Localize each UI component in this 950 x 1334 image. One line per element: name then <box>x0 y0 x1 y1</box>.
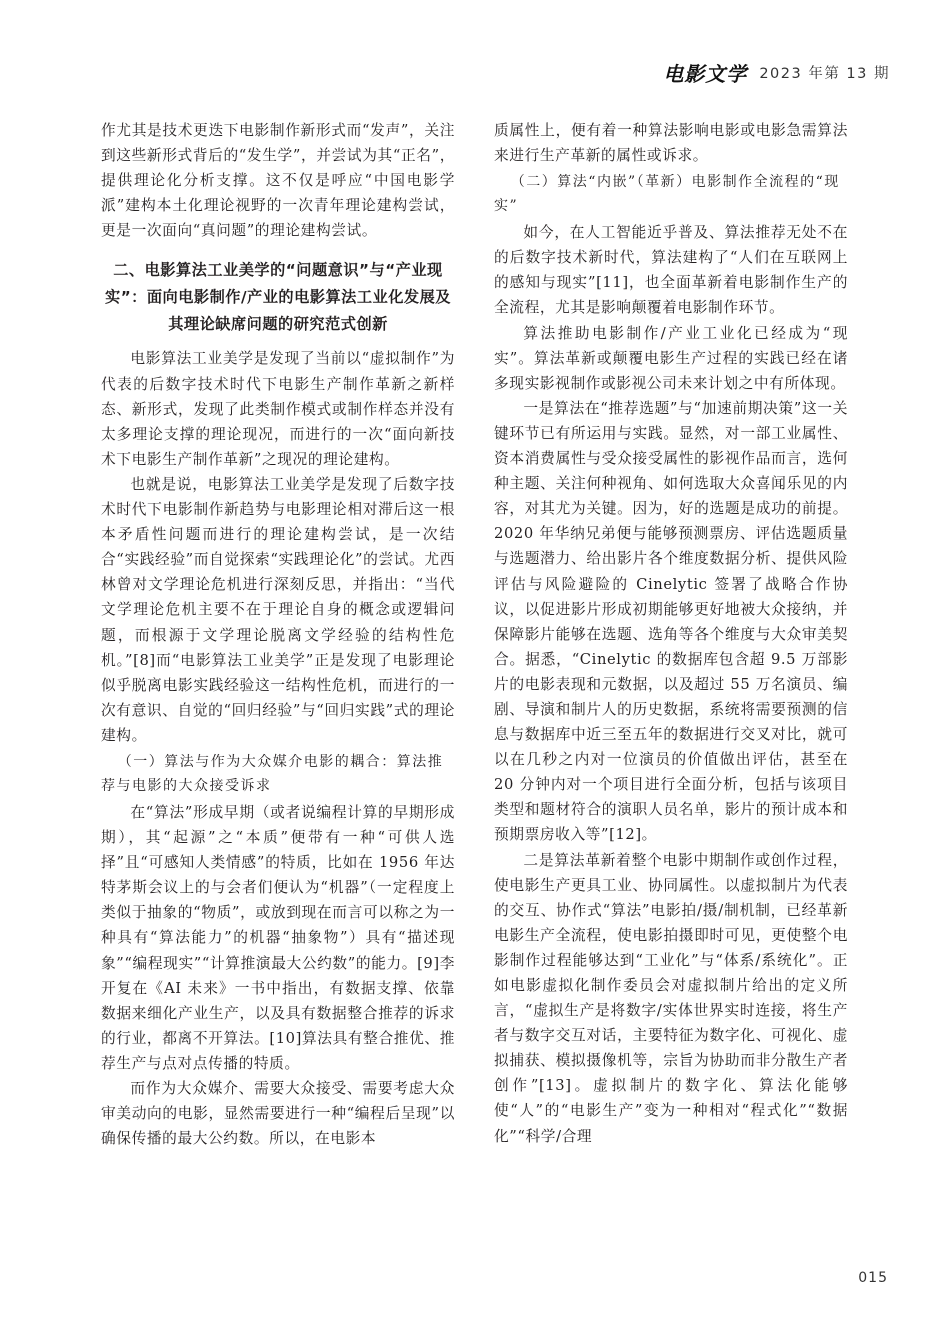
issue-label: 2023 年第 13 期 <box>759 65 890 82</box>
paragraph: 电影算法工业美学是发现了当前以“虚拟制作”为代表的后数字技术时代下电影生产制作革新之新样态、新形式，发现了此类制作模式或制作样态并没有太多理论支撑的理论现况，而进行的一次“面向新技术下电影生产制作革新”之现况的理论建构。 <box>101 350 455 468</box>
paragraph: 也就是说，电影算法工业美学是发现了后数字技术时代下电影制作新趋势与电影理论相对滞后这一根本矛盾性问题而进行的理论建构尝试，是一次结合“实践经验”而自觉探索“实践理论化”的尝试。尤西林曾对文学理论危机进行深刻反思，并指出：“当代文学理论危机主要不在于理论自身的概念或逻辑问题，而根源于文学理论脱离文学经验的结构性危机。”[8]而“电影算法工业美学”正是发现了电影理论似乎脱离电影实践经验这一结构性危机，而进行的一次有意识、自觉的“回归经验”与“回归实践”式的理论建构。 <box>101 475 455 744</box>
paragraph: 如今，在人工智能近乎普及、算法推荐无处不在的后数字技术新时代，算法建构了“人们在互联网上的感知与现实”[11]，也全面革新着电影制作生产的全流程，尤其是影响颠覆着电影制作环节。 <box>494 224 848 317</box>
paragraph: 而作为大众媒介、需要大众接受、需要考虑大众审美动向的电影，显然需要进行一种“编程后呈现”以确保传播的最大公约数。所以，在电影本 <box>101 1080 455 1148</box>
page-number: 015 <box>858 1270 888 1286</box>
subsection-heading: （二）算法“内嵌”（革新）电影制作全流程的“现实” <box>494 174 840 215</box>
page-header <box>663 58 890 86</box>
paragraph: 作尤其是技术更迭下电影制作新形式而“发声”，关注到这些新形式背后的“发生学”，并尝试为其“正名”，提供理论化分析支撑。这不仅是呼应“中国电影学派”建构本土化理论视野的一次青年理论建构尝试，更是一次面向“真问题”的理论建构尝试。 <box>101 122 455 240</box>
right-column <box>494 118 848 1149</box>
paragraph: 质属性上，便有着一种算法影响电影或电影急需算法来进行生产革新的属性或诉求。 <box>494 122 848 165</box>
paragraph: 二是算法革新着整个电影中期制作或创作过程，使电影生产更具工业、协同属性。以虚拟制片为代表的交互、协作式“算法”电影拍/摄/制机制，已经革新电影生产全流程，使电影拍摄即时可见，更使整个电影制作过程能够达到“工业化”与“体系/系统化”。正如电影虚拟化制作委员会对虚拟制片给出的定义所言，“虚拟生产是将数字/实体世界实时连接，将生产者与数字交互对话，主要特征为数字化、可视化、虚拟捕获、模拟摄像机等，宗旨为协助而非分散生产者创作”[13]。虚拟制片的数字化、算法化能够使“人”的“电影生产”变为一种相对“程式化”“数据化”“科学/合理 <box>494 851 848 1145</box>
paragraph: 算法推助电影制作/产业工业化已经成为“现实”。算法革新或颠覆电影生产过程的实践已经在诸多现实影视制作或影视公司未来计划之中有所体现。 <box>494 324 848 392</box>
paragraph: 一是算法在“推荐选题”与“加速前期决策”这一关键环节已有所运用与实践。显然，对一部工业属性、资本消费属性与受众接受属性的影视作品而言，选何种主题、关注何种视角、如何选取大众喜闻乐见的内容，对其尤为关键。因为，好的选题是成功的前提。2020 年华纳兄弟便与能够预测票房、评估选题质量与选题潜力、给出影片各个维度数据分析、提供风险评估与风险避险的 Cinelytic 签署了战略合作协议，以促进影片形成初期能够更好地被大众接纳，并保障影片能够在选题、选角等各个维度与大众审美契合。据悉，“Cinelytic 的数据库包含超 9.5 万部影片的电影表现和元数据，以及超过 55 万名演员、编剧、导演和制片人的历史数据，系统将需要预测的信息与数据库中近三至五年的数据进行交叉对比，就可以在几秒之内对一位演员的价值做出评估，甚至在 20 分钟内对一个项目进行全面分析，包括与该项目类型和题材符合的演职人员名单，影片的预计成本和预期票房收入等”[12]。 <box>494 399 848 844</box>
journal-logo: 电影文学 <box>663 61 748 86</box>
left-column <box>101 118 455 1151</box>
subsection-heading: （一）算法与作为大众媒介电影的耦合：算法推荐与电影的大众接受诉求 <box>101 753 444 794</box>
section-heading: 二、电影算法工业美学的“问题意识”与“产业现实”：面向电影制作/产业的电影算法工业化发展及其理论缺席问题的研究范式创新 <box>105 261 451 334</box>
paragraph: 在“算法”形成早期（或者说编程计算的早期形成期），其“起源”之“本质”便带有一种“可供人选择”且“可感知人类情感”的特质，比如在 1956 年达特茅斯会议上的与会者们便认为“机器”（一定程度上类似于抽象的“物质”，或放到现在而言可以称之为一种具有“算法能力”的机器“抽象物”）具有“描述现象”“编程现实”“计算推演最大公约数”的能力。[9]李开复在《AI 未来》一书中指出，有数据支撑、依靠数据来细化产业生产，以及具有数据整合推荐的诉求的行业，都离不开算法。[10]算法具有整合推优、推荐生产与点对点传播的特质。 <box>101 803 455 1072</box>
